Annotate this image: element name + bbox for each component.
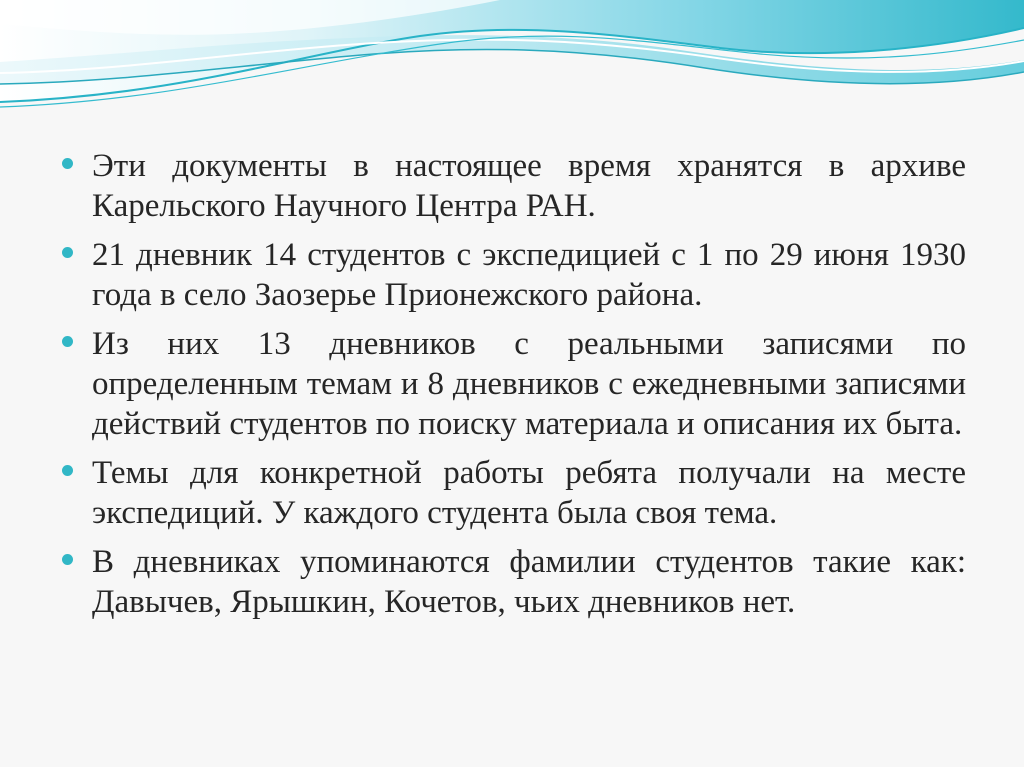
bullet-item	[58, 453, 966, 533]
bullet-list	[58, 146, 966, 631]
decorative-wave-header	[0, 0, 1024, 130]
bullet-icon	[62, 554, 73, 565]
bullet-item	[58, 146, 966, 226]
bullet-icon	[62, 465, 73, 476]
bullet-icon	[62, 158, 73, 169]
bullet-item	[58, 324, 966, 444]
bullet-text: Эти документы в настоящее время хранятся в архиве Карельского Научного Центра РАН.	[92, 148, 966, 224]
bullet-item	[58, 235, 966, 315]
bullet-text: Темы для конкретной работы ребята получали на месте экспедиций. У каждого студента была своя тема.	[92, 455, 966, 531]
bullet-icon	[62, 336, 73, 347]
bullet-icon	[62, 247, 73, 258]
bullet-text: В дневниках упоминаются фамилии студентов такие как: Давычев, Ярышкин, Кочетов, чьих дневников нет.	[92, 544, 966, 620]
bullet-text: Из них 13 дневников с реальными записями по определенным темам и 8 дневников с ежедневными записями действий студентов по поиску материала и описания их быта.	[92, 326, 966, 442]
bullet-text: 21 дневник 14 студентов с экспедицией с 1 по 29 июня 1930 года в село Заозерье Прионежского района.	[92, 237, 966, 313]
bullet-item	[58, 542, 966, 622]
